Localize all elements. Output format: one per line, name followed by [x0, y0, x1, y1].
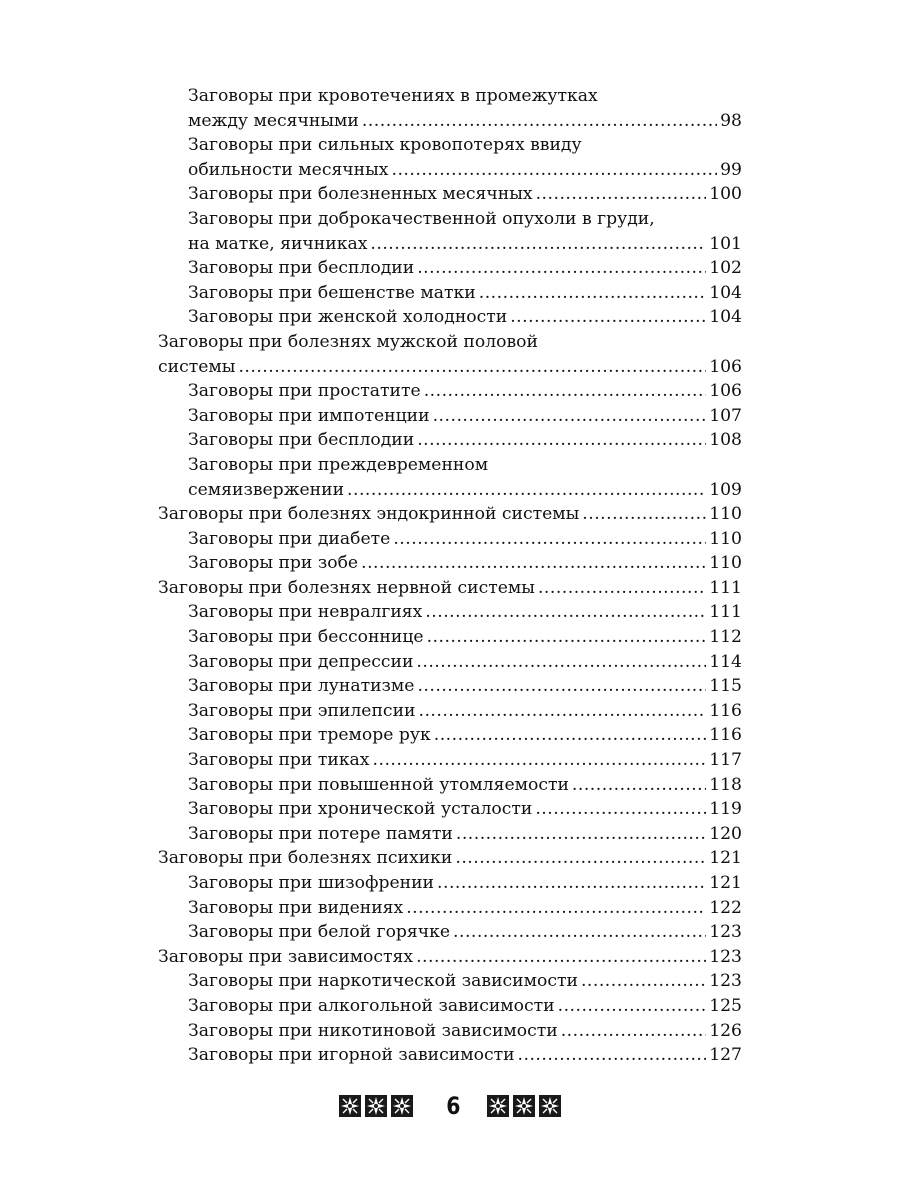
dot-leader	[347, 478, 706, 503]
toc-page-number: 111	[709, 577, 742, 598]
toc-entry	[158, 723, 742, 748]
toc-entry-title: Заговоры при доброкачественной опухоли в груди,	[188, 208, 655, 229]
toc-entry	[158, 600, 742, 625]
dot-leader	[370, 232, 706, 257]
toc-entry	[158, 797, 742, 822]
dot-leader	[479, 281, 706, 306]
toc-entry-title: Заговоры при треморе рук	[188, 725, 431, 746]
toc-entry	[158, 846, 742, 871]
dot-leader	[373, 748, 707, 773]
dot-leader	[406, 896, 706, 921]
dot-leader	[424, 379, 707, 404]
toc-entry-title: Заговоры при кровотечениях в промежутках	[188, 86, 598, 106]
toc-page-number: 123	[709, 922, 742, 943]
toc-entry	[158, 625, 742, 650]
toc-entry-continued	[158, 133, 742, 158]
toc-page-number: 122	[709, 897, 742, 918]
dot-leader	[453, 920, 706, 945]
toc-entry	[158, 994, 742, 1019]
toc-entry	[158, 527, 742, 552]
toc-page-number: 110	[709, 528, 742, 549]
ornament-group-left	[339, 1095, 413, 1117]
toc-page-number: 127	[709, 1045, 742, 1066]
toc-entry-title: обильности месячных	[188, 159, 389, 180]
toc-entry-title: Заговоры при болезненных месячных	[188, 184, 533, 205]
ornament-star-icon	[339, 1095, 361, 1117]
toc-entry-title: Заговоры при болезнях эндокринной системы	[158, 504, 580, 525]
dot-leader	[425, 600, 706, 625]
toc-entry	[158, 232, 742, 257]
toc-entry-title: Заговоры при никотиновой зависимости	[188, 1020, 558, 1041]
dot-leader	[558, 994, 707, 1019]
toc-page-number: 121	[709, 873, 742, 893]
toc-entry-title: Заговоры при бессоннице	[188, 627, 424, 648]
toc-entry-title: Заговоры при болезнях психики	[158, 848, 453, 869]
dot-leader	[437, 871, 706, 896]
dot-leader	[582, 502, 706, 527]
dot-leader	[417, 428, 706, 453]
toc-entry-title: Заговоры при импотенции	[188, 405, 430, 426]
dot-leader	[238, 355, 706, 380]
toc-entry-title: Заговоры при эпилепсии	[188, 700, 416, 721]
dot-leader	[572, 773, 706, 798]
toc-entry-title: Заговоры при невралгиях	[188, 602, 423, 623]
toc-entry	[158, 699, 742, 724]
toc-page-number: 99	[720, 159, 742, 180]
toc-page-number: 117	[709, 750, 742, 771]
toc-page-number: 104	[709, 282, 742, 303]
toc-entry-title: Заговоры при бесплодии	[188, 258, 415, 279]
toc-page-number: 118	[709, 774, 742, 795]
toc-page-number: 125	[709, 995, 742, 1016]
toc-page-number: 119	[709, 799, 742, 820]
toc-entry	[158, 502, 742, 527]
ornament-star-icon	[539, 1095, 561, 1117]
toc-entry	[158, 822, 742, 847]
toc-entry	[158, 650, 742, 675]
toc-page-number: 120	[709, 823, 742, 844]
toc-entry	[158, 674, 742, 699]
toc-entry	[158, 478, 742, 503]
toc-entry-continued	[158, 207, 742, 232]
toc-entry-title: на матке, яичниках	[188, 233, 368, 254]
toc-entry-title: семяизвержении	[188, 479, 345, 500]
dot-leader	[427, 625, 707, 650]
toc-entry-title: Заговоры при лунатизме	[188, 676, 415, 697]
toc-entry	[158, 305, 742, 330]
toc-entry-continued	[158, 453, 742, 478]
toc-entry-continued	[158, 84, 742, 109]
dot-leader	[416, 945, 706, 970]
table-of-contents	[158, 84, 742, 1068]
dot-leader	[416, 650, 706, 675]
toc-entry	[158, 355, 742, 380]
toc-entry	[158, 256, 742, 281]
toc-page-number: 104	[709, 307, 742, 328]
toc-page-number: 123	[709, 946, 742, 967]
dot-leader	[393, 527, 706, 552]
toc-entry	[158, 182, 742, 207]
toc-entry	[158, 428, 742, 453]
toc-entry-title: Заговоры при диабете	[188, 528, 391, 549]
toc-page-number: 123	[709, 971, 742, 992]
toc-entry-title: Заговоры при депрессии	[188, 651, 414, 672]
dot-leader	[392, 158, 718, 183]
toc-page-number: 114	[709, 651, 742, 672]
dot-leader	[561, 1019, 706, 1044]
toc-entry-title: системы	[158, 356, 236, 377]
toc-entry-title: Заговоры при бешенстве матки	[188, 282, 476, 303]
toc-page-number: 110	[709, 504, 742, 525]
toc-entry-title: Заговоры при тиках	[188, 750, 370, 771]
toc-page-number: 112	[709, 627, 742, 648]
dot-leader	[456, 822, 706, 847]
toc-entry-title: Заговоры при женской холодности	[188, 307, 508, 328]
ornament-group-right	[487, 1095, 561, 1117]
toc-page-number: 116	[709, 725, 742, 746]
dot-leader	[417, 674, 706, 699]
toc-entry-title: Заговоры при зобе	[188, 553, 359, 574]
toc-entry-title: Заговоры при преждевременном	[188, 454, 489, 475]
toc-entry	[158, 896, 742, 921]
toc-entry-title: Заговоры при видениях	[188, 897, 404, 918]
toc-entry-continued	[158, 330, 742, 355]
toc-page-number: 115	[709, 676, 742, 697]
page-number: 6	[445, 1092, 461, 1120]
dot-leader	[433, 404, 707, 429]
toc-entry	[158, 773, 742, 798]
toc-page-number: 101	[709, 233, 742, 254]
toc-page-number: 100	[709, 184, 742, 205]
toc-page-number: 106	[709, 356, 742, 377]
toc-entry-title: Заговоры при повышенной утомляемости	[188, 774, 569, 795]
toc-page-number: 107	[709, 405, 742, 426]
toc-entry	[158, 748, 742, 773]
toc-entry-title: Заговоры при шизофрении	[188, 873, 435, 893]
toc-entry-title: Заговоры при наркотической зависимости	[188, 971, 578, 992]
dot-leader	[418, 699, 706, 724]
dot-leader	[510, 305, 706, 330]
toc-entry	[158, 576, 742, 601]
toc-page-number: 102	[709, 258, 742, 279]
dot-leader	[361, 551, 706, 576]
ornament-star-icon	[365, 1095, 387, 1117]
toc-entry	[158, 1043, 742, 1068]
toc-entry	[158, 871, 742, 896]
toc-entry-title: Заговоры при зависимостях	[158, 946, 414, 967]
ornament-star-icon	[487, 1095, 509, 1117]
ornament-star-icon	[391, 1095, 413, 1117]
dot-leader	[362, 109, 717, 134]
toc-entry	[158, 969, 742, 994]
toc-entry	[158, 551, 742, 576]
toc-entry	[158, 404, 742, 429]
toc-entry	[158, 379, 742, 404]
toc-page-number: 108	[709, 430, 742, 451]
dot-leader	[581, 969, 706, 994]
dot-leader	[536, 182, 707, 207]
toc-entry	[158, 109, 742, 134]
toc-entry-title: Заговоры при потере памяти	[188, 823, 453, 844]
dot-leader	[518, 1043, 707, 1068]
toc-entry-title: Заговоры при болезнях нервной системы	[158, 577, 535, 598]
toc-entry	[158, 945, 742, 970]
toc-entry-title: между месячными	[188, 110, 359, 131]
toc-entry-title: Заговоры при игорной зависимости	[188, 1045, 515, 1066]
toc-entry-title: Заговоры при белой горячке	[188, 922, 451, 943]
toc-entry-title: Заговоры при алкогольной зависимости	[188, 995, 555, 1016]
ornament-star-icon	[513, 1095, 535, 1117]
toc-page-number: 121	[709, 848, 742, 869]
toc-page-number: 111	[709, 602, 742, 623]
toc-entry-title: Заговоры при сильных кровопотерях ввиду	[188, 135, 582, 156]
dot-leader	[538, 576, 706, 601]
dot-leader	[455, 846, 706, 871]
toc-page-number: 126	[709, 1020, 742, 1041]
toc-entry-title: Заговоры при бесплодии	[188, 430, 415, 451]
toc-entry-title: Заговоры при хронической усталости	[188, 799, 533, 820]
dot-leader	[417, 256, 706, 281]
toc-page-number: 116	[709, 700, 742, 721]
dot-leader	[434, 723, 706, 748]
toc-page-number: 110	[709, 553, 742, 574]
page-footer	[0, 1091, 900, 1121]
toc-page-number: 106	[709, 381, 742, 402]
toc-entry	[158, 281, 742, 306]
toc-entry-title: Заговоры при простатите	[188, 381, 421, 402]
toc-page-number: 98	[720, 110, 742, 131]
toc-entry-title: Заговоры при болезнях мужской половой	[158, 331, 538, 352]
toc-page-number: 109	[709, 479, 742, 500]
dot-leader	[535, 797, 706, 822]
toc-entry	[158, 158, 742, 183]
toc-entry	[158, 920, 742, 945]
toc-entry	[158, 1019, 742, 1044]
